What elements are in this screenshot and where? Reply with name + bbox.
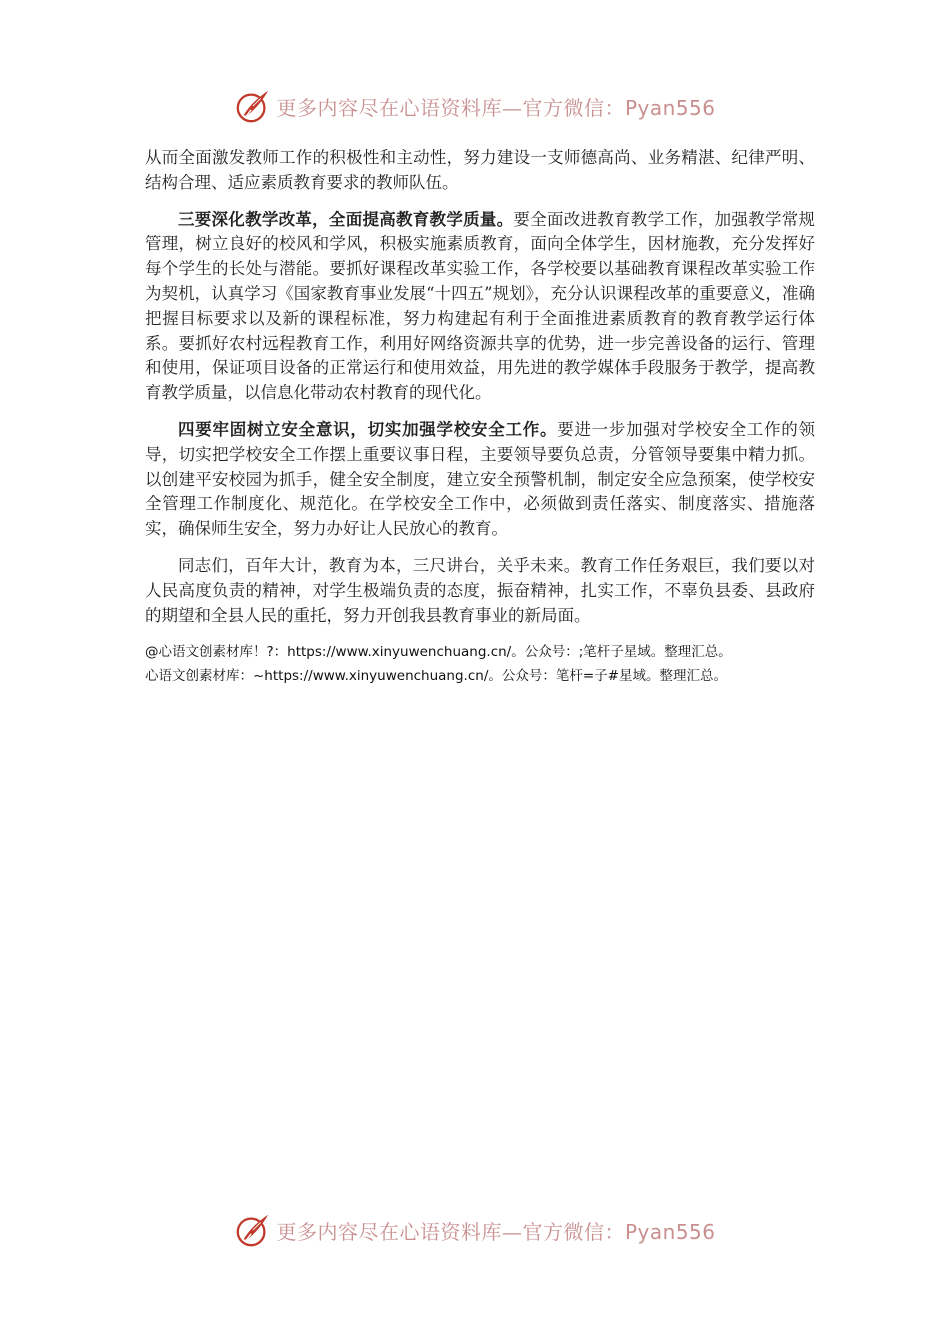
footer-banner-wechat-id: Pyan556 xyxy=(624,1219,716,1244)
paragraph-school-safety-text: 要进一步加强对学校安全工作的领导，切实把学校安全工作摆上重要议事日程，主要领导要负总责，分管领导要集中精力抓。以创建平安校园为抓手，健全安全制度，建立安全预警机制，制定安全应急预案，使学校安全管理工作制度化、规范化。在学校安全工作中，必须做到责任落实、制度落实、措施落实，确保师生安全，努力办好让人民放心的教育。 xyxy=(145,419,816,539)
quill-pen-logo-icon xyxy=(234,1211,272,1249)
paragraph-teaching-reform-heading: 三要深化教学改革，全面提高教育教学质量。 xyxy=(178,209,514,229)
header-banner-inner xyxy=(234,87,715,125)
source-note-line-1: @心语文创素材库！?：https://www.xinyuwenchuang.cn/。公众号：;笔杆子星域。整理汇总。 xyxy=(145,644,732,661)
paragraph-teaching-reform xyxy=(145,208,815,406)
quill-pen-logo-icon xyxy=(234,87,272,125)
paragraph-closing: 同志们，百年大计，教育为本，三尺讲台，关乎未来。教育工作任务艰巨，我们要以对人民高度负责的精神，对学生极端负责的态度，振奋精神，扎实工作，不辜负县委、县政府的期望和全县人民的重托，努力开创我县教育事业的新局面。 xyxy=(145,555,815,625)
paragraph-continuation: 从而全面激发教师工作的积极性和主动性，努力建设一支师德高尚、业务精湛、纪律严明、结构合理、适应素质教育要求的教师队伍。 xyxy=(145,148,815,192)
paragraph-school-safety-heading: 四要牢固树立安全意识，切实加强学校安全工作。 xyxy=(178,419,558,439)
header-banner-text-cn: 更多内容尽在心语资料库—官方微信： xyxy=(276,95,625,120)
document-body xyxy=(145,146,815,688)
paragraph-school-safety xyxy=(145,418,815,542)
footer-banner-inner xyxy=(234,1211,715,1249)
header-banner xyxy=(0,84,950,128)
header-banner-text xyxy=(276,92,715,121)
footer-banner-text xyxy=(276,1216,715,1245)
footer-banner-text-cn: 更多内容尽在心语资料库—官方微信： xyxy=(276,1219,625,1244)
footer-banner xyxy=(0,1208,950,1252)
source-note-line-2: 心语文创素材库：~https://www.xinyuwenchuang.cn/。公众号：笔杆=子#星域。整理汇总。 xyxy=(145,668,727,685)
paragraph-teaching-reform-text: 要全面改进教育教学工作，加强教学常规管理，树立良好的校风和学风，积极实施素质教育，面向全体学生，因材施教，充分发挥好每个学生的长处与潜能。要抓好课程改革实验工作，各学校要以基础教育课程改革实验工作为契机，认真学习《国家教育事业发展“十四五”规划》，充分认识课程改革的重要意义，准确把握目标要求以及新的课程标准，努力构建起有利于全面推进素质教育的教育教学运行体系。要抓好农村远程教育工作，利用好网络资源共享的优势，进一步完善设备的运行、管理和使用，保证项目设备的正常运行和使用效益，用先进的教学媒体手段服务于教学，提高教育教学质量，以信息化带动农村教育的现代化。 xyxy=(145,209,816,403)
header-banner-wechat-id: Pyan556 xyxy=(624,95,716,120)
